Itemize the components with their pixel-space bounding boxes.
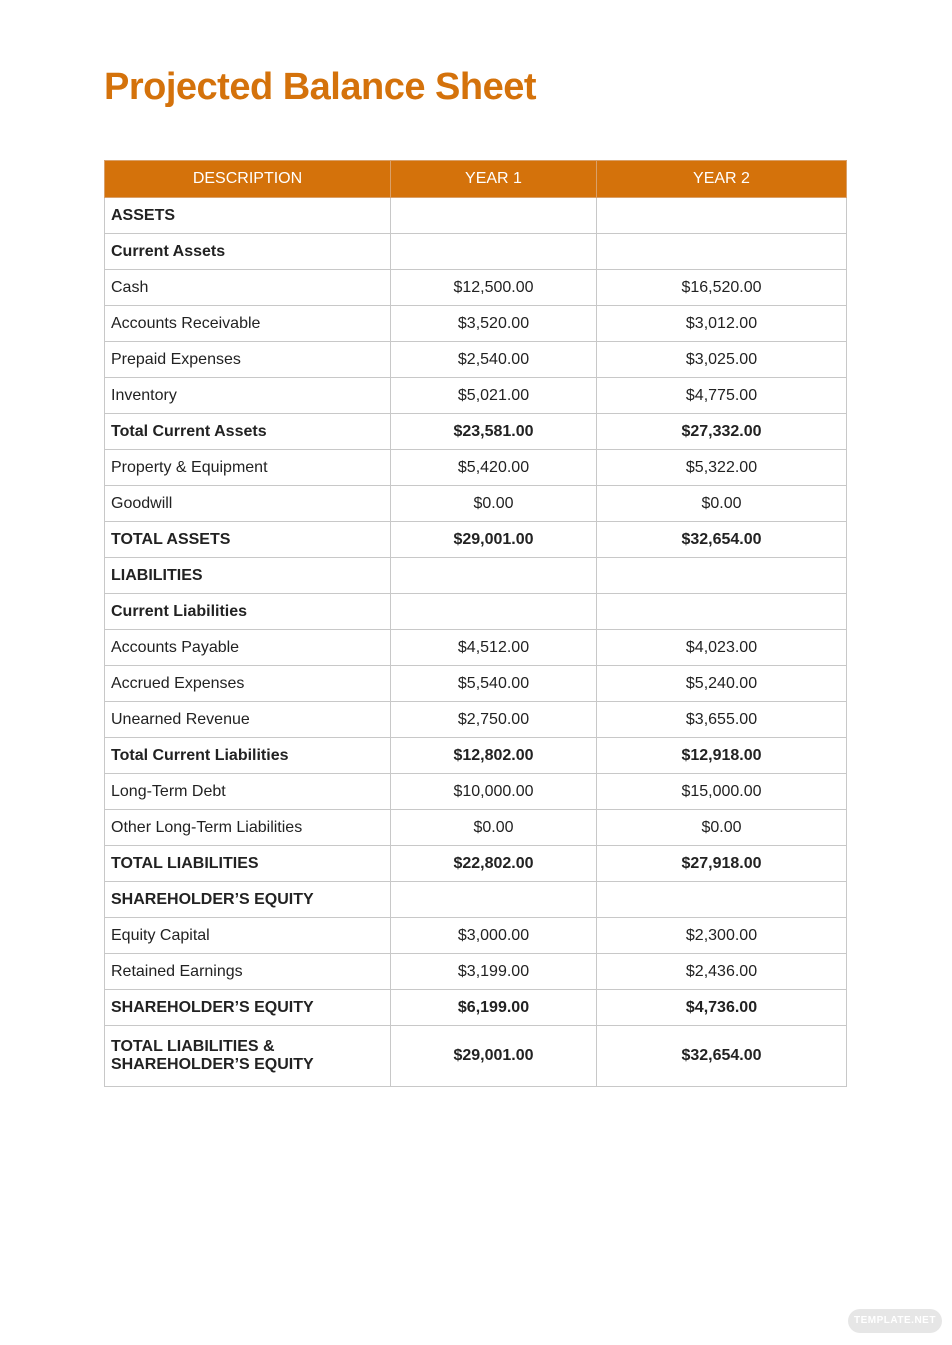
row-year-1-value: $5,021.00: [391, 378, 597, 414]
row-year-2-value: [597, 594, 847, 630]
row-year-1-value: $3,520.00: [391, 306, 597, 342]
table-row: [105, 774, 847, 810]
row-year-2-value: $32,654.00: [597, 522, 847, 558]
row-description: Total Current Liabilities: [105, 738, 391, 774]
row-year-1-value: $6,199.00: [391, 990, 597, 1026]
row-description: LIABILITIES: [105, 558, 391, 594]
table-row: [105, 378, 847, 414]
row-description: TOTAL LIABILITIES: [105, 846, 391, 882]
table-row: [105, 486, 847, 522]
row-description: Accounts Payable: [105, 630, 391, 666]
table-row: [105, 846, 847, 882]
table-row: [105, 198, 847, 234]
row-description: Long-Term Debt: [105, 774, 391, 810]
row-year-1-value: [391, 558, 597, 594]
row-description: Inventory: [105, 378, 391, 414]
row-year-2-value: $0.00: [597, 810, 847, 846]
row-description: Unearned Revenue: [105, 702, 391, 738]
row-year-1-value: $23,581.00: [391, 414, 597, 450]
row-year-2-value: [597, 234, 847, 270]
table-row: [105, 990, 847, 1026]
balance-sheet-table: [104, 160, 847, 1087]
row-year-2-value: $3,025.00: [597, 342, 847, 378]
row-year-1-value: $2,750.00: [391, 702, 597, 738]
table-row: [105, 270, 847, 306]
row-year-2-value: [597, 558, 847, 594]
table-row: [105, 630, 847, 666]
row-year-1-value: $3,199.00: [391, 954, 597, 990]
row-year-2-value: [597, 198, 847, 234]
row-year-2-value: $15,000.00: [597, 774, 847, 810]
row-year-2-value: $12,918.00: [597, 738, 847, 774]
row-description: Goodwill: [105, 486, 391, 522]
table-row: [105, 450, 847, 486]
row-description: Cash: [105, 270, 391, 306]
row-year-1-value: [391, 594, 597, 630]
row-description: Retained Earnings: [105, 954, 391, 990]
table-row: [105, 738, 847, 774]
table-row: [105, 882, 847, 918]
table-row: [105, 234, 847, 270]
row-year-2-value: $4,023.00: [597, 630, 847, 666]
row-year-2-value: $2,300.00: [597, 918, 847, 954]
row-description: Equity Capital: [105, 918, 391, 954]
header-description: DESCRIPTION: [105, 161, 391, 198]
row-year-1-value: $12,500.00: [391, 270, 597, 306]
row-year-2-value: $16,520.00: [597, 270, 847, 306]
table-row: [105, 1026, 847, 1087]
row-year-1-value: $22,802.00: [391, 846, 597, 882]
row-year-1-value: $2,540.00: [391, 342, 597, 378]
row-description: TOTAL ASSETS: [105, 522, 391, 558]
template-watermark: TEMPLATE.NET: [848, 1309, 942, 1333]
row-year-1-value: $5,420.00: [391, 450, 597, 486]
table-row: [105, 594, 847, 630]
table-row: [105, 558, 847, 594]
page-title: Projected Balance Sheet: [104, 66, 537, 108]
table-row: [105, 954, 847, 990]
row-description: SHAREHOLDER’S EQUITY: [105, 990, 391, 1026]
row-description: Accrued Expenses: [105, 666, 391, 702]
table-row: [105, 306, 847, 342]
row-year-2-value: $3,655.00: [597, 702, 847, 738]
row-year-2-value: $4,736.00: [597, 990, 847, 1026]
row-year-1-value: $3,000.00: [391, 918, 597, 954]
row-year-1-value: [391, 882, 597, 918]
row-year-2-value: $0.00: [597, 486, 847, 522]
row-description: Total Current Assets: [105, 414, 391, 450]
row-year-1-value: $0.00: [391, 810, 597, 846]
row-year-1-value: $29,001.00: [391, 1026, 597, 1087]
row-description: Accounts Receivable: [105, 306, 391, 342]
table-row: [105, 702, 847, 738]
row-year-1-value: $0.00: [391, 486, 597, 522]
table-row: [105, 918, 847, 954]
row-year-2-value: [597, 882, 847, 918]
row-year-2-value: $5,240.00: [597, 666, 847, 702]
row-description: Prepaid Expenses: [105, 342, 391, 378]
table-row: [105, 522, 847, 558]
header-year-2: YEAR 2: [597, 161, 847, 198]
table-row: [105, 342, 847, 378]
row-year-1-value: [391, 234, 597, 270]
row-year-1-value: $29,001.00: [391, 522, 597, 558]
row-year-1-value: $5,540.00: [391, 666, 597, 702]
row-year-2-value: $5,322.00: [597, 450, 847, 486]
row-description: Current Assets: [105, 234, 391, 270]
row-year-2-value: $4,775.00: [597, 378, 847, 414]
row-description: TOTAL LIABILITIES & SHAREHOLDER’S EQUITY: [105, 1026, 391, 1087]
table-row: [105, 414, 847, 450]
table-header-row: [105, 161, 847, 198]
row-year-1-value: $12,802.00: [391, 738, 597, 774]
row-description: Other Long-Term Liabilities: [105, 810, 391, 846]
row-description: Property & Equipment: [105, 450, 391, 486]
row-description: Current Liabilities: [105, 594, 391, 630]
row-year-2-value: $2,436.00: [597, 954, 847, 990]
row-year-1-value: [391, 198, 597, 234]
row-year-1-value: $10,000.00: [391, 774, 597, 810]
header-year-1: YEAR 1: [391, 161, 597, 198]
row-year-2-value: $3,012.00: [597, 306, 847, 342]
table-row: [105, 810, 847, 846]
row-description: ASSETS: [105, 198, 391, 234]
table-row: [105, 666, 847, 702]
row-year-2-value: $32,654.00: [597, 1026, 847, 1087]
row-year-1-value: $4,512.00: [391, 630, 597, 666]
row-description: SHAREHOLDER’S EQUITY: [105, 882, 391, 918]
row-year-2-value: $27,332.00: [597, 414, 847, 450]
row-year-2-value: $27,918.00: [597, 846, 847, 882]
